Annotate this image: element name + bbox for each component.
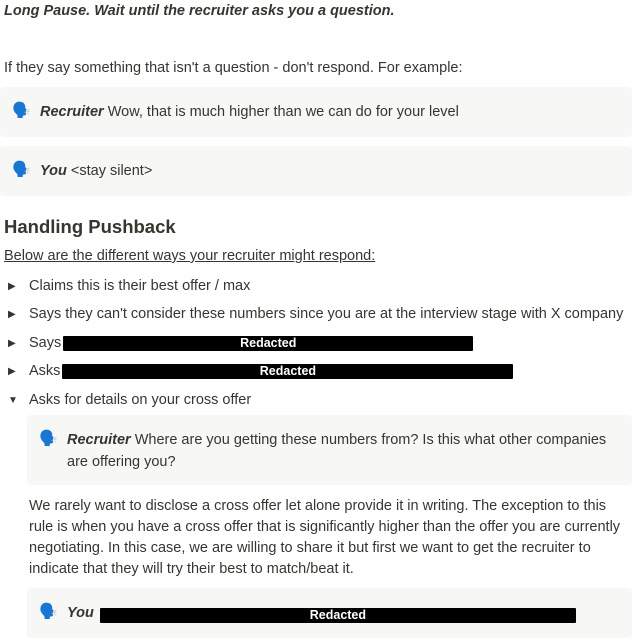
toggle-asks-redacted[interactable]	[8, 360, 513, 382]
speaking-head-icon: 🗣️	[39, 430, 58, 447]
toggle-label: Says they can't consider these numbers since you are at the interview stage with X company	[29, 306, 624, 322]
toggle-says-redacted[interactable]	[8, 332, 473, 354]
section-heading: Handling Pushback	[4, 216, 176, 237]
triangle-down-icon[interactable]: ▼	[8, 394, 18, 406]
intro-text: Long Pause. Wait until the recruiter asks you a question.	[4, 3, 395, 19]
redaction-bar: Redacted	[100, 608, 576, 623]
speaking-head-icon: 🗣️	[12, 161, 31, 178]
speaker-label: Recruiter	[67, 432, 131, 448]
speaker-label: Recruiter	[40, 104, 104, 120]
triangle-right-icon[interactable]: ▶	[8, 280, 16, 292]
triangle-right-icon[interactable]: ▶	[8, 308, 16, 320]
speaker-label: You	[67, 605, 94, 621]
toggle-interview-stage[interactable]	[8, 303, 623, 325]
callout-recruiter	[0, 87, 632, 137]
section-subline: Below are the different ways your recruiter might respond:	[4, 248, 376, 264]
callout-text: Wow, that is much higher than we can do for your level	[103, 104, 459, 120]
speaking-head-icon: 🗣️	[39, 603, 58, 620]
speaker-label: You	[40, 163, 67, 179]
toggle-label: Asks	[29, 363, 61, 379]
speaking-head-icon: 🗣️	[12, 102, 31, 119]
callout-recruiter-cross-offer	[27, 415, 632, 485]
redaction-bar: Redacted	[62, 364, 513, 379]
callout-text: Where are you getting these numbers from? Is this what other companies are offering you?	[67, 432, 607, 470]
callout-text: <stay silent>	[66, 163, 153, 179]
triangle-right-icon[interactable]: ▶	[8, 337, 16, 349]
instruction-text: If they say something that isn't a question - don't respond. For example:	[4, 60, 463, 76]
toggle-label: Says	[29, 335, 62, 351]
toggle-best-offer[interactable]	[8, 275, 250, 297]
triangle-right-icon[interactable]: ▶	[8, 365, 16, 377]
redaction-bar: Redacted	[63, 336, 473, 351]
callout-you-redacted	[27, 588, 632, 638]
toggle-label: Asks for details on your cross offer	[29, 392, 252, 408]
toggle-label: Claims this is their best offer / max	[29, 278, 251, 294]
cross-offer-explanation: We rarely want to disclose a cross offer let alone provide it in writing. The exception to this rule is when you have a cross offer that is significantly higher than the offer you are currently negotiating. In this case, we are willing to share it but first we want to get the recruiter to indicate that they will try their best to match/beat it.	[29, 498, 621, 577]
toggle-cross-offer[interactable]	[8, 389, 251, 411]
callout-you	[0, 146, 632, 196]
